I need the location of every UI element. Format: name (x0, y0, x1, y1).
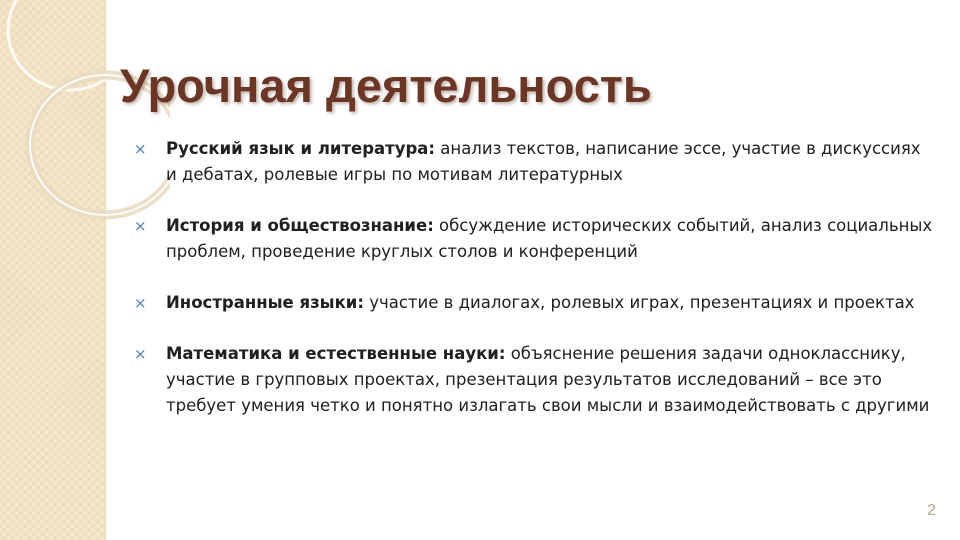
cross-icon: × (134, 294, 147, 312)
page-number: 2 (927, 502, 936, 519)
bullet-heading: История и обществознание: (166, 216, 434, 235)
bullet-heading: Математика и естественные науки: (166, 344, 506, 363)
bullet-item (134, 290, 934, 316)
bullet-text: анализ текстов, написание эссе, участие в дискуссиях и дебатах, ролевые игры по мотивам литературных (166, 139, 921, 184)
slide-title: Урочная деятельность (120, 59, 652, 112)
bullet-heading: Иностранные языки: (166, 293, 364, 312)
bullet-heading: Русский язык и литература: (166, 139, 436, 158)
bullet-text: обсуждение исторических событий, анализ социальных проблем, проведение круглых столов и конференций (166, 216, 933, 261)
cross-icon: × (134, 217, 147, 235)
cross-icon: × (134, 140, 147, 158)
bullet-text: объяснение решения задачи однокласснику, участие в групповых проектах, презентация результатов исследований – все это требует умения четко и понятно излагать свои мысли и взаимодействовать с другими (166, 344, 930, 415)
bullet-text: участие в диалогах, ролевых играх, презентациях и проектах (363, 293, 915, 312)
bullet-item (134, 136, 934, 188)
cross-icon: × (134, 345, 147, 363)
bullet-item (134, 213, 934, 265)
bullet-list (134, 136, 934, 444)
bullet-item (134, 341, 934, 419)
